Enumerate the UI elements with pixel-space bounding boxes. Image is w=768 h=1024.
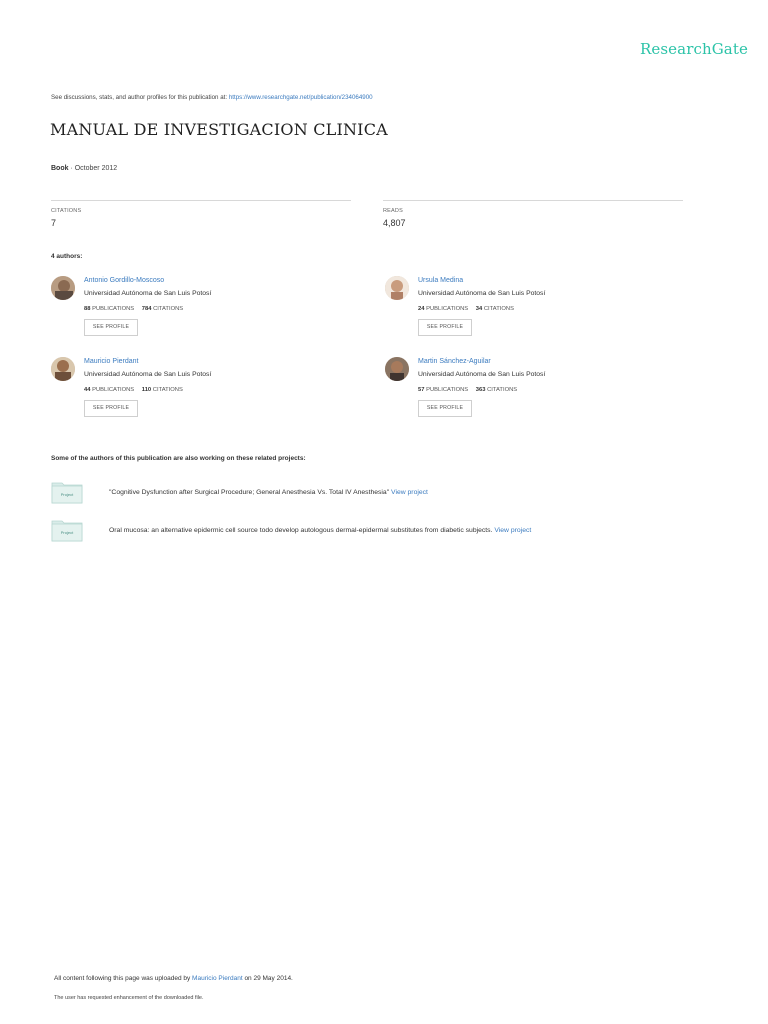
project-description — [109, 527, 531, 534]
author-institution: Universidad Autónoma de San Luis Potosí — [84, 290, 212, 297]
author-name-link[interactable]: Ursula Medina — [418, 277, 464, 284]
citations-label: CITATIONS — [487, 387, 518, 393]
project-folder-label: Project — [60, 492, 74, 497]
author-card — [385, 357, 685, 429]
publication-title: MANUAL DE INVESTIGACION CLINICA — [50, 120, 388, 139]
author-counts — [418, 306, 514, 312]
publications-count: 24 — [418, 306, 425, 312]
project-folder-icon[interactable] — [51, 480, 83, 504]
related-projects-heading: Some of the authors of this publication are also working on these related projects: — [51, 455, 306, 462]
authors-heading: 4 authors: — [51, 253, 83, 260]
publication-type: Book — [51, 165, 69, 172]
see-profile-button[interactable]: SEE PROFILE — [84, 319, 138, 336]
uploader-link[interactable]: Mauricio Pierdant — [192, 975, 243, 982]
publications-label: PUBLICATIONS — [426, 306, 469, 312]
publications-count: 57 — [418, 387, 425, 393]
publications-label: PUBLICATIONS — [92, 306, 135, 312]
author-institution: Universidad Autónoma de San Luis Potosí — [418, 371, 546, 378]
author-institution: Universidad Autónoma de San Luis Potosí — [418, 290, 546, 297]
citations-label: CITATIONS — [152, 387, 183, 393]
project-description — [109, 489, 428, 496]
publication-meta — [51, 165, 117, 172]
author-institution: Universidad Autónoma de San Luis Potosí — [84, 371, 212, 378]
author-name-link[interactable]: Antonio Gordillo-Moscoso — [84, 277, 165, 284]
enhancement-note: The user has requested enhancement of the downloaded file. — [54, 995, 204, 1001]
author-card — [51, 357, 351, 429]
project-item — [51, 480, 731, 506]
see-profile-button[interactable]: SEE PROFILE — [418, 400, 472, 417]
publications-count: 88 — [84, 306, 91, 312]
researchgate-logo[interactable]: ResearchGate — [640, 40, 748, 58]
author-counts — [418, 387, 517, 393]
project-folder-icon[interactable] — [51, 518, 83, 542]
avatar-photo-icon[interactable] — [51, 357, 75, 381]
avatar-photo-icon[interactable] — [385, 357, 409, 381]
project-title: "Cognitive Dysfunction after Surgical Procedure; General Anesthesia Vs. Total IV Anesthesia" — [109, 489, 390, 496]
project-title: Oral mucosa: an alternative epidermic cell source todo develop autologous dermal-epidermal substitutes from diabetic subjects. — [109, 527, 493, 534]
project-item — [51, 518, 731, 544]
citations-count: 363 — [475, 387, 486, 393]
view-project-link[interactable]: View project — [494, 527, 532, 534]
publication-url-link[interactable]: https://www.researchgate.net/publication/234064900 — [228, 94, 373, 101]
upload-date: on 29 May 2014. — [244, 975, 293, 982]
avatar-photo-icon[interactable] — [51, 276, 75, 300]
publications-label: PUBLICATIONS — [426, 387, 469, 393]
view-project-link[interactable]: View project — [391, 489, 428, 496]
discussion-prefix: See discussions, stats, and author profiles for this publication at: — [51, 94, 228, 101]
reads-label: READS — [383, 208, 403, 214]
author-name-link[interactable]: Martin Sánchez-Aguilar — [418, 358, 491, 365]
author-counts — [84, 387, 183, 393]
citations-count: 34 — [475, 306, 483, 312]
reads-value: 4,807 — [383, 218, 406, 228]
author-card — [51, 276, 351, 348]
see-profile-button[interactable]: SEE PROFILE — [418, 319, 472, 336]
author-name-link[interactable]: Mauricio Pierdant — [84, 358, 139, 365]
author-counts — [84, 306, 183, 312]
citations-label: CITATIONS — [483, 306, 514, 312]
citations-count: 110 — [141, 387, 152, 393]
discussion-note — [51, 94, 373, 101]
project-folder-label: Project — [60, 530, 74, 535]
citations-label: CITATIONS — [51, 208, 82, 214]
citations-label: CITATIONS — [153, 306, 184, 312]
citations-value: 7 — [51, 218, 57, 228]
author-card — [385, 276, 685, 348]
publications-label: PUBLICATIONS — [92, 387, 135, 393]
publication-date: · October 2012 — [70, 165, 118, 172]
citations-count: 784 — [141, 306, 152, 312]
reads-stat — [383, 200, 683, 228]
avatar-photo-icon[interactable] — [385, 276, 409, 300]
upload-prefix: All content following this page was uploaded by — [54, 975, 191, 982]
citations-stat — [51, 200, 351, 228]
see-profile-button[interactable]: SEE PROFILE — [84, 400, 138, 417]
upload-note — [54, 975, 293, 982]
publications-count: 44 — [84, 387, 91, 393]
